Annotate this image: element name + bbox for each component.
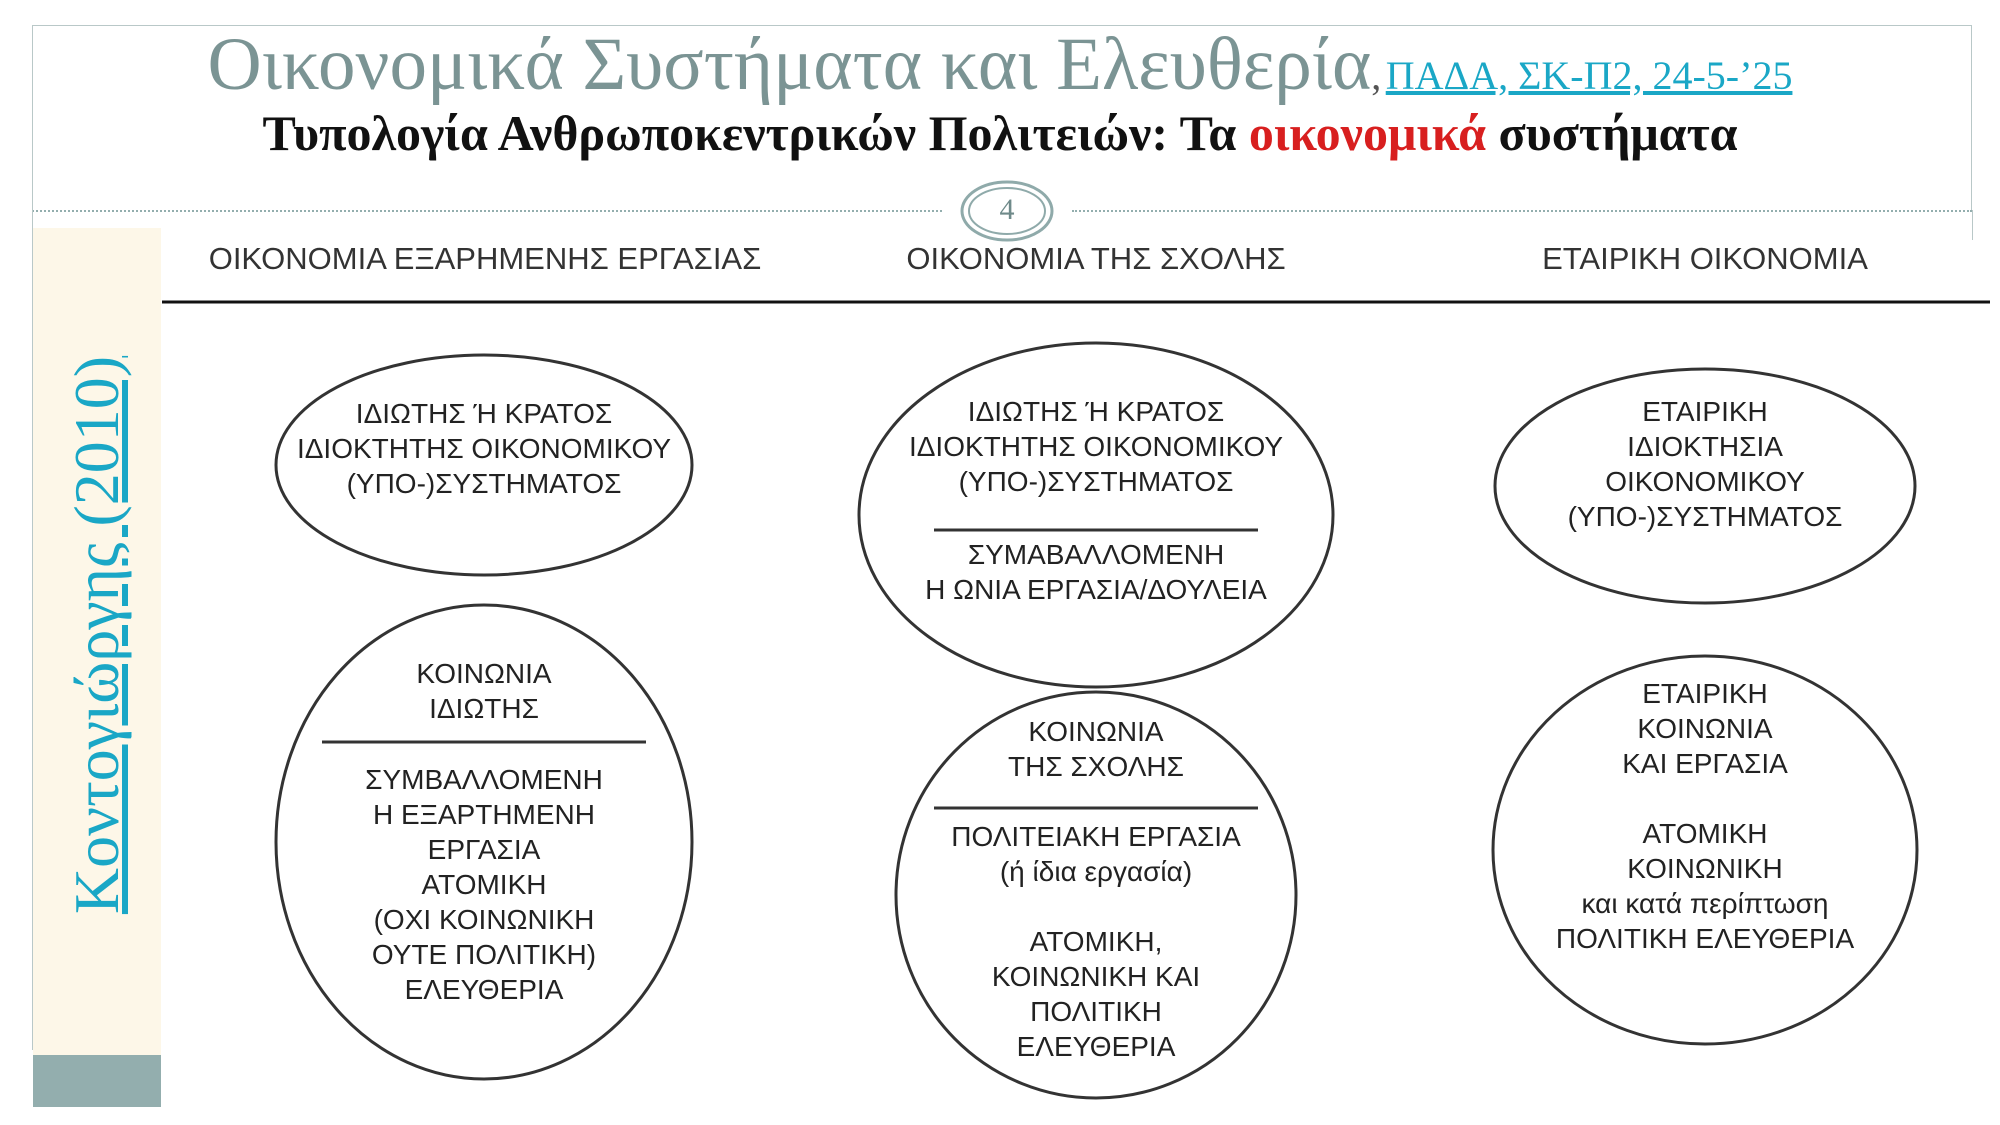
top-ellipse-lower-text: ΣΥΜΑΒΑΛΛΟΜΕΝΗ [967,539,1225,570]
column-header: ΕΤΑΙΡΙΚΗ ΟΙΚΟΝΟΜΙΑ [1542,241,1868,276]
top-ellipse-text: ΙΔΙΟΚΤΗΣΙΑ [1627,431,1783,462]
top-ellipse-lower-text: Η ΩΝΙΑ ΕΡΓΑΣΙΑ/ΔΟΥΛΕΙΑ [925,574,1267,605]
bottom-ellipse-lower-text: ΕΛΕΥΘΕΡΙΑ [1016,1031,1176,1062]
bottom-ellipse-text: ΙΔΙΩΤΗΣ [429,693,539,724]
bottom-ellipse-text: ΤΗΣ ΣΧΟΛΗΣ [1008,751,1184,782]
top-ellipse [276,355,692,575]
bottom-ellipse-text: ΕΤΑΙΡΙΚΗ [1642,678,1768,709]
title-comma: , [1371,53,1382,98]
bottom-ellipse-lower-text: ΠΟΛΙΤΙΚΗ [1030,996,1162,1027]
bottom-ellipse-text: ΑΤΟΜΙΚΗ [1642,818,1768,849]
top-ellipse-text: ΟΙΚΟΝΟΜΙΚΟΥ [1605,466,1805,497]
bottom-ellipse-lower-text: ΕΡΓΑΣΙΑ [427,834,541,865]
bottom-ellipse-lower-text: (ή ίδια εργασία) [999,856,1193,887]
slide-title: Οικονομικά Συστήματα και Ελευθερία [207,23,1372,106]
diagram-column-1 [209,241,762,1079]
top-ellipse-text: ΕΤΑΙΡΙΚΗ [1642,396,1768,427]
bottom-ellipse-text: ΚΑΙ ΕΡΓΑΣΙΑ [1622,748,1788,779]
top-ellipse-text: (ΥΠΟ-)ΣΥΣΤΗΜΑΤΟΣ [346,468,622,499]
top-ellipse-text: ΙΔΙΟΚΤΗΤΗΣ ΟΙΚΟΝΟΜΙΚΟΥ [296,433,672,464]
bottom-ellipse-lower-text: ΠΟΛΙΤΕΙΑΚΗ ΕΡΓΑΣΙΑ [951,821,1241,852]
diagram-columns [209,241,1917,1098]
top-ellipse-text: (ΥΠΟ-)ΣΥΣΤΗΜΑΤΟΣ [958,466,1234,497]
bottom-ellipse-text: ΚΟΙΝΩΝΙΑ [1637,713,1773,744]
column-header: ΟΙΚΟΝΟΜΙΑ ΤΗΣ ΣΧΟΛΗΣ [906,241,1286,276]
top-ellipse-text: ΙΔΙΟΚΤΗΤΗΣ ΟΙΚΟΝΟΜΙΚΟΥ [908,431,1284,462]
bottom-ellipse-lower-text: ΚΟΙΝΩΝΙΚΗ ΚΑΙ [991,961,1201,992]
subtitle-highlight: οικονομικά [1248,105,1487,161]
top-ellipse [859,343,1333,687]
bottom-ellipse-text: και κατά περίπτωση [1581,888,1829,919]
subtitle-part1: Τυπολογία Ανθρωποκεντρικών Πολιτειών: Τα [262,105,1249,161]
bottom-ellipse-text: ΚΟΙΝΩΝΙΑ [1028,716,1164,747]
diagram-column-2 [859,241,1333,1098]
bottom-ellipse-text: ΚΟΙΝΩΝΙΚΗ [1627,853,1783,884]
subtitle-part2: συστήματα [1486,105,1738,161]
column-header: ΟΙΚΟΝΟΜΙΑ ΕΞΑΡΗΜΕΝΗΣ ΕΡΓΑΣΙΑΣ [208,241,762,276]
bottom-ellipse-text: ΚΟΙΝΩΝΙΑ [416,658,552,689]
bottom-ellipse-lower-text: ΟΥΤΕ ΠΟΛΙΤΙΚΗ) [371,939,597,970]
top-ellipse-text: (ΥΠΟ-)ΣΥΣΤΗΜΑΤΟΣ [1567,501,1843,532]
course-link[interactable]: ΠΑΔΑ, ΣΚ-Π2, 24-5-’25 [1385,53,1793,98]
bottom-ellipse-lower-text: ΕΛΕΥΘΕΡΙΑ [404,974,564,1005]
bottom-ellipse-lower-text: ΑΤΟΜΙΚΗ [421,869,547,900]
diagram-column-3 [1493,241,1917,1044]
bottom-ellipse-lower-text: (ΟΧΙ ΚΟΙΝΩΝΙΚΗ [373,904,595,935]
top-ellipse-text: ΙΔΙΩΤΗΣ Ή ΚΡΑΤΟΣ [967,396,1225,427]
author-reference-link[interactable]: Κοντογιώργης (2010) [61,355,132,915]
bottom-ellipse-lower-text: ΣΥΜΒΑΛΛΟΜΕΝΗ [365,764,603,795]
bottom-ellipse-text: ΠΟΛΙΤΙΚΗ ΕΛΕΥΘΕΡΙΑ [1555,923,1855,954]
bottom-ellipse-lower-text: Η ΕΞΑΡΤΗΜΕΝΗ [373,799,595,830]
bottom-ellipse-lower-text: ΑΤΟΜΙΚΗ, [1029,926,1163,957]
page-number: 4 [999,193,1015,226]
top-ellipse-text: ΙΔΙΩΤΗΣ Ή ΚΡΑΤΟΣ [355,398,613,429]
